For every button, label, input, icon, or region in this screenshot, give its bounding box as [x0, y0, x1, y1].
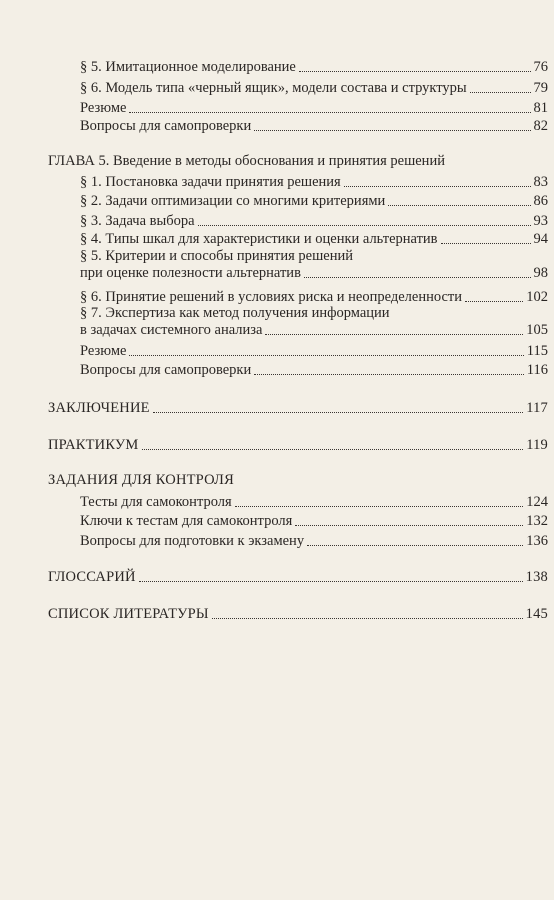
- toc-entry-page: 102: [526, 289, 548, 305]
- toc-entry-title: § 6. Модель типа «черный ящик», модели состава и структуры: [80, 80, 467, 96]
- toc-entry-page: 82: [533, 118, 548, 134]
- toc-entry-page: 145: [525, 606, 548, 622]
- toc-entry-title-line2: при оценке полезности альтернатив: [80, 265, 301, 281]
- dot-leader: [295, 525, 523, 526]
- toc-entry-page: 79: [533, 80, 548, 96]
- toc-entry-glossary: [48, 569, 548, 586]
- toc-entry-page: 138: [525, 569, 548, 585]
- dot-leader: [139, 581, 523, 582]
- dot-leader: [142, 449, 524, 450]
- toc-entry-imitation-modeling: [80, 59, 548, 76]
- toc-entry-page: 132: [526, 513, 548, 529]
- toc-entry-page: 94: [533, 231, 548, 247]
- dot-leader: [470, 92, 531, 93]
- toc-entry-title-line2: в задачах системного анализа: [80, 322, 263, 338]
- toc-entry-page: 115: [526, 343, 548, 359]
- dot-leader: [254, 374, 524, 375]
- toc-entry-page: 76: [533, 59, 548, 75]
- dot-leader: [198, 225, 531, 226]
- toc-entry-conclusion: [48, 400, 548, 417]
- toc-entry-page: 98: [533, 265, 548, 281]
- toc-entry-title: Вопросы для самопроверки: [80, 362, 252, 378]
- dot-leader: [212, 618, 523, 619]
- dot-leader: [441, 243, 531, 244]
- toc-entry-title: Резюме: [80, 100, 127, 116]
- toc-entry-line2: [80, 322, 548, 339]
- toc-entry-self-tests: [80, 494, 548, 511]
- dot-leader: [265, 334, 523, 335]
- dot-leader: [235, 506, 524, 507]
- toc-entry-title: ПРАКТИКУМ: [48, 437, 139, 453]
- toc-entry-title: Тесты для самоконтроля: [80, 494, 232, 510]
- toc-entry-title: Вопросы для подготовки к экзамену: [80, 533, 305, 549]
- toc-chapter-5-heading: ГЛАВА 5. Введение в методы обоснования и принятия решений: [48, 153, 445, 169]
- dot-leader: [465, 301, 523, 302]
- toc-entry-black-box-model: [80, 80, 548, 97]
- toc-entry-title: § 1. Постановка задачи принятия решения: [80, 174, 341, 190]
- dot-leader: [153, 412, 524, 413]
- toc-entry-page: 93: [533, 213, 548, 229]
- toc-entry-title: Ключи к тестам для самоконтроля: [80, 513, 293, 529]
- dot-leader: [304, 277, 531, 278]
- toc-entry-title-line1: § 5. Критерии и способы принятия решений: [80, 248, 354, 264]
- toc-entry-page: 86: [533, 193, 548, 209]
- dot-leader: [388, 205, 530, 206]
- toc-entry-choice-problem: [80, 213, 548, 230]
- dot-leader: [254, 130, 530, 131]
- toc-entry-decision-problem: [80, 174, 548, 191]
- toc-entry-title: § 2. Задачи оптимизации со многими критериями: [80, 193, 386, 209]
- toc-entry-title: § 4. Типы шкал для характеристики и оценки альтернатив: [80, 231, 438, 247]
- toc-entry-exam-questions: [80, 533, 548, 550]
- toc-entry-self-check-ch5: [80, 362, 548, 379]
- toc-entry-title: Резюме: [80, 343, 127, 359]
- toc-entry-multicriteria: [80, 193, 548, 210]
- toc-entry-page: 105: [526, 322, 548, 338]
- toc-entry-title: ЗАКЛЮЧЕНИЕ: [48, 400, 150, 416]
- dot-leader: [307, 545, 523, 546]
- toc-entry-title: § 3. Задача выбора: [80, 213, 195, 229]
- toc-entry-title: § 6. Принятие решений в условиях риска и неопределенности: [80, 289, 462, 305]
- toc-entry-title: ГЛОССАРИЙ: [48, 569, 136, 585]
- toc-entry-page: 124: [526, 494, 548, 510]
- toc-entry-summary-ch5: [80, 343, 548, 360]
- toc-entry-title: § 5. Имитационное моделирование: [80, 59, 296, 75]
- toc-entry-test-keys: [80, 513, 548, 530]
- dot-leader: [129, 112, 530, 113]
- toc-entry-page: 117: [526, 400, 548, 416]
- toc-entry-page: 81: [533, 100, 548, 116]
- toc-entry-page: 119: [526, 437, 548, 453]
- toc-entry-criteria-methods: [80, 248, 548, 282]
- toc-control-tasks-heading: ЗАДАНИЯ ДЛЯ КОНТРОЛЯ: [48, 472, 234, 488]
- toc-entry-page: 116: [526, 362, 548, 378]
- dot-leader: [344, 186, 531, 187]
- toc-entry-practicum: [48, 437, 548, 454]
- toc-entry-references: [48, 606, 548, 623]
- toc-entry-title: СПИСОК ЛИТЕРАТУРЫ: [48, 606, 209, 622]
- toc-entry-line2: [80, 265, 548, 282]
- toc-entry-page: 83: [533, 174, 548, 190]
- dot-leader: [129, 355, 523, 356]
- toc-entry-self-check-ch4: [80, 118, 548, 135]
- toc-entry-page: 136: [526, 533, 548, 549]
- toc-entry-title-line1: § 7. Экспертиза как метод получения информации: [80, 305, 390, 321]
- dot-leader: [299, 71, 531, 72]
- toc-entry-risk-uncertainty: [80, 289, 548, 306]
- toc-entry-summary-ch4: [80, 100, 548, 117]
- toc-entry-title: Вопросы для самопроверки: [80, 118, 252, 134]
- toc-entry-scale-types: [80, 231, 548, 248]
- toc-entry-expertise: [80, 305, 548, 339]
